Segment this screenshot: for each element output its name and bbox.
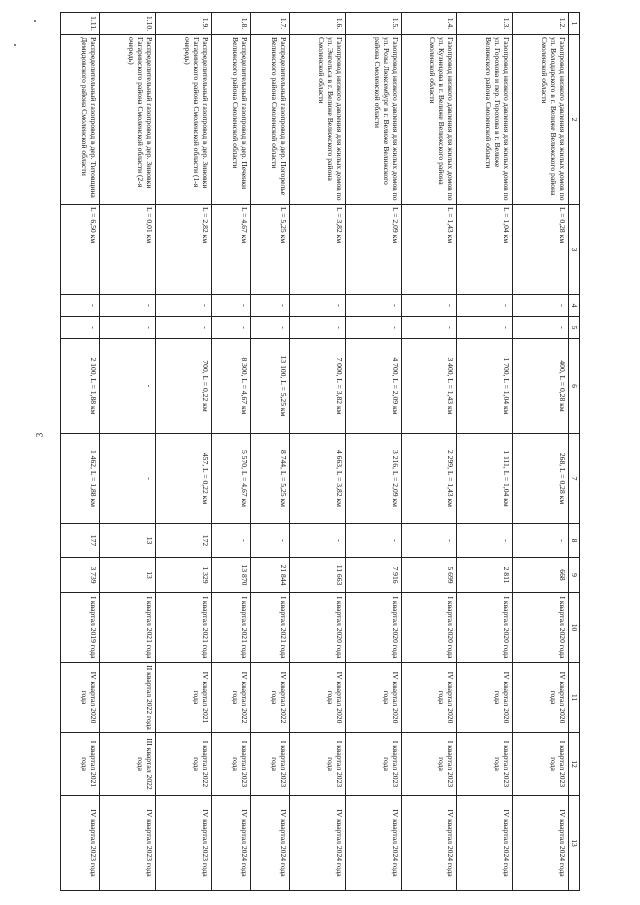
table-cell: 13 100, L = 5,25 км <box>250 339 289 434</box>
table-cell: 3 216, L = 2,09 км <box>345 434 401 524</box>
table-cell: - <box>289 524 345 558</box>
table-cell: - <box>156 317 212 339</box>
table-cell: 2 100, L = 1,88 км <box>61 339 100 434</box>
table-cell: 1.2. <box>513 13 569 35</box>
column-header-2: 2 <box>569 35 580 205</box>
table-cell: - <box>513 524 569 558</box>
table-cell: L = 0,28 км <box>513 205 569 295</box>
scan-dot <box>14 44 16 46</box>
table-cell: I квартал 2020 года <box>401 593 457 663</box>
table-cell: 700, L = 0,22 км <box>156 339 212 434</box>
table-cell: I квартал 2023 года <box>457 733 513 796</box>
table-cell: 268, L = 0,28 км <box>513 434 569 524</box>
table-cell: - <box>250 295 289 317</box>
table-cell: Распределительный газопровод в дер. Зиновки Гагаринского района Смоленской области (2-я очередь) <box>100 35 156 205</box>
table-cell: - <box>345 317 401 339</box>
table-cell: 1 329 <box>156 558 212 593</box>
table-cell: IV квартал 2024 года <box>457 796 513 891</box>
table-row <box>345 13 401 891</box>
table-row <box>156 13 212 891</box>
table-cell: - <box>401 317 457 339</box>
table-cell: II квартал 2022 года <box>100 663 156 733</box>
table-cell: 13 870 <box>211 558 250 593</box>
column-header-8: 8 <box>569 524 580 558</box>
table-cell: L = 3,82 км <box>289 205 345 295</box>
table-cell: 2 299, L = 1,43 км <box>401 434 457 524</box>
table-cell: 1 111, L = 1,04 км <box>457 434 513 524</box>
table-cell: - <box>401 295 457 317</box>
table-cell: I квартал 2023 года <box>513 733 569 796</box>
table-cell: 3 739 <box>61 558 100 593</box>
table-cell: I квартал 2023 года <box>250 733 289 796</box>
table-cell: 21 844 <box>250 558 289 593</box>
table-cell: 11 663 <box>289 558 345 593</box>
table-cell: - <box>457 317 513 339</box>
table-cell: 1.6. <box>289 13 345 35</box>
table-cell: IV квартал 2023 года <box>61 796 100 891</box>
table-cell: I квартал 2021 года <box>100 593 156 663</box>
table-cell: 1.3. <box>457 13 513 35</box>
rotated-table-container <box>60 12 580 890</box>
schedule-table <box>60 12 580 891</box>
table-cell: - <box>513 295 569 317</box>
table-cell: - <box>61 295 100 317</box>
table-cell: 1 700, L = 1,04 км <box>457 339 513 434</box>
table-row <box>61 13 100 891</box>
table-cell: 1.11. <box>61 13 100 35</box>
table-cell: - <box>211 295 250 317</box>
table-cell: Газопровод низкого давления для жилых домов по ул. Горохова и пер. Горохова в г. Велиже Велижского района Смоленской области <box>457 35 513 205</box>
column-header-3: 3 <box>569 205 580 295</box>
table-cell: I квартал 2021 года <box>156 593 212 663</box>
table-row <box>100 13 156 891</box>
header-row <box>569 13 580 891</box>
table-cell: I квартал 2023 года <box>345 733 401 796</box>
table-cell: I квартал 2020 года <box>289 593 345 663</box>
table-cell: IV квартал 2024 года <box>250 796 289 891</box>
table-cell: 1.4. <box>401 13 457 35</box>
table-row <box>211 13 250 891</box>
table-cell: 1 462, L = 1,88 км <box>61 434 100 524</box>
table-cell: - <box>100 434 156 524</box>
table-cell: - <box>211 317 250 339</box>
table-cell: - <box>289 295 345 317</box>
table-cell: 1.5. <box>345 13 401 35</box>
table-cell: IV квартал 2022 года <box>250 663 289 733</box>
table-cell: 457, L = 0,22 км <box>156 434 212 524</box>
table-cell: III квартал 2022 года <box>100 733 156 796</box>
table-cell: 177 <box>61 524 100 558</box>
table-cell: IV квартал 2020 года <box>345 663 401 733</box>
table-cell: IV квартал 2023 года <box>156 796 212 891</box>
table-cell: L = 4,67 км <box>211 205 250 295</box>
column-header-11: 11 <box>569 663 580 733</box>
table-row <box>401 13 457 891</box>
table-cell: Распределительный газопровод в дер. Титовщина Демидовского района Смоленской области <box>61 35 100 205</box>
table-cell: - <box>289 317 345 339</box>
table-cell: Газопровод низкого давления для жилых домов по ул. Володарского в г. Велиже Велижского района Смоленской области <box>513 35 569 205</box>
column-header-7: 7 <box>569 434 580 524</box>
column-header-6: 6 <box>569 339 580 434</box>
page-number: 3 <box>34 432 45 438</box>
table-cell: 3 400, L = 1,43 км <box>401 339 457 434</box>
table-cell: IV квартал 2024 года <box>401 796 457 891</box>
table-cell: IV квартал 2023 года <box>100 796 156 891</box>
table-cell: I квартал 2021 года <box>61 733 100 796</box>
table-cell: IV квартал 2024 года <box>513 796 569 891</box>
table-cell: 1.8. <box>211 13 250 35</box>
table-cell: IV квартал 2024 года <box>345 796 401 891</box>
table-cell: - <box>156 295 212 317</box>
table-cell: 400, L = 0,28 км <box>513 339 569 434</box>
table-cell: - <box>401 524 457 558</box>
table-cell: L = 1,43 км <box>401 205 457 295</box>
table-cell: IV квартал 2024 года <box>211 796 250 891</box>
table-cell: IV квартал 2020 года <box>401 663 457 733</box>
table-cell: I квартал 2023 года <box>401 733 457 796</box>
column-header-1: 1 <box>569 13 580 35</box>
table-cell: 5 570, L = 4,67 км <box>211 434 250 524</box>
table-row <box>250 13 289 891</box>
column-header-13: 13 <box>569 796 580 891</box>
scan-dot <box>34 20 36 22</box>
table-cell: - <box>513 317 569 339</box>
table-cell: L = 5,25 км <box>250 205 289 295</box>
table-cell: - <box>100 317 156 339</box>
table-cell: 4 663, L = 3,82 км <box>289 434 345 524</box>
table-cell: 7 000, L = 3,82 км <box>289 339 345 434</box>
table-cell: 1.10. <box>100 13 156 35</box>
table-cell: - <box>345 524 401 558</box>
table-cell: Распределительный газопровод в дер. Зиновки Гагаринского района Смоленской области (1-я очередь) <box>156 35 212 205</box>
table-cell: - <box>457 524 513 558</box>
table-cell: Распределительный газопровод в дер. Погорелье Велижского района Смоленской области <box>250 35 289 205</box>
table-cell: - <box>100 295 156 317</box>
table-cell: 1.7. <box>250 13 289 35</box>
table-row <box>289 13 345 891</box>
table-cell: 13 <box>100 524 156 558</box>
table-cell: Газопровод низкого давления для жилых домов по ул. Энгельса в г. Велиже Велижского района Смоленской области <box>289 35 345 205</box>
table-cell: 8 300, L = 4,67 км <box>211 339 250 434</box>
table-cell: IV квартал 2020 года <box>513 663 569 733</box>
column-header-5: 5 <box>569 317 580 339</box>
table-cell: I квартал 2020 года <box>513 593 569 663</box>
table-cell: - <box>250 524 289 558</box>
table-cell: IV квартал 2020 года <box>61 663 100 733</box>
table-cell: I квартал 2023 года <box>289 733 345 796</box>
table-cell: I квартал 2021 года <box>250 593 289 663</box>
table-cell: - <box>345 295 401 317</box>
table-body <box>61 13 569 891</box>
table-cell: 4 700, L = 2,09 км <box>345 339 401 434</box>
table-cell: IV квартал 2024 года <box>289 796 345 891</box>
column-header-12: 12 <box>569 733 580 796</box>
table-cell: - <box>211 524 250 558</box>
table-cell: - <box>100 339 156 434</box>
table-cell: Распределительный газопровод в дер. Печенки Велижского района Смоленской области <box>211 35 250 205</box>
table-cell: - <box>250 317 289 339</box>
table-cell: L = 1,04 км <box>457 205 513 295</box>
table-cell: I квартал 2020 года <box>457 593 513 663</box>
table-cell: 172 <box>156 524 212 558</box>
table-row <box>457 13 513 891</box>
table-cell: L = 6,50 км <box>61 205 100 295</box>
table-cell: IV квартал 2022 года <box>211 663 250 733</box>
table-cell: IV квартал 2020 года <box>457 663 513 733</box>
table-cell: L = 2,09 км <box>345 205 401 295</box>
table-cell: - <box>457 295 513 317</box>
table-row <box>513 13 569 891</box>
table-cell: IV квартал 2021 года <box>156 663 212 733</box>
table-cell: 1.9. <box>156 13 212 35</box>
table-cell: - <box>61 317 100 339</box>
table-cell: 13 <box>100 558 156 593</box>
table-cell: 7 916 <box>345 558 401 593</box>
table-cell: Газопровод низкого давления для жилых домов по ул. Розы Люксембург в г. Велиже Велижского района Смоленской области <box>345 35 401 205</box>
table-cell: I квартал 2023 года <box>211 733 250 796</box>
column-header-4: 4 <box>569 295 580 317</box>
table-cell: I квартал 2021 года <box>211 593 250 663</box>
table-cell: I квартал 2020 года <box>345 593 401 663</box>
table-cell: 668 <box>513 558 569 593</box>
table-cell: I квартал 2019 года <box>61 593 100 663</box>
table-cell: IV квартал 2020 года <box>289 663 345 733</box>
table-cell: I квартал 2022 года <box>156 733 212 796</box>
table-cell: L = 2,82 км <box>156 205 212 295</box>
table-cell: 2 811 <box>457 558 513 593</box>
table-cell: 8 744, L = 5,25 км <box>250 434 289 524</box>
table-cell: 5 699 <box>401 558 457 593</box>
column-header-10: 10 <box>569 593 580 663</box>
table-cell: L = 0,01 км <box>100 205 156 295</box>
table-cell: Газопровод низкого давления для жилых домов по ул. Кузнецова в г. Велиже Велижского района Смоленской области <box>401 35 457 205</box>
column-header-9: 9 <box>569 558 580 593</box>
